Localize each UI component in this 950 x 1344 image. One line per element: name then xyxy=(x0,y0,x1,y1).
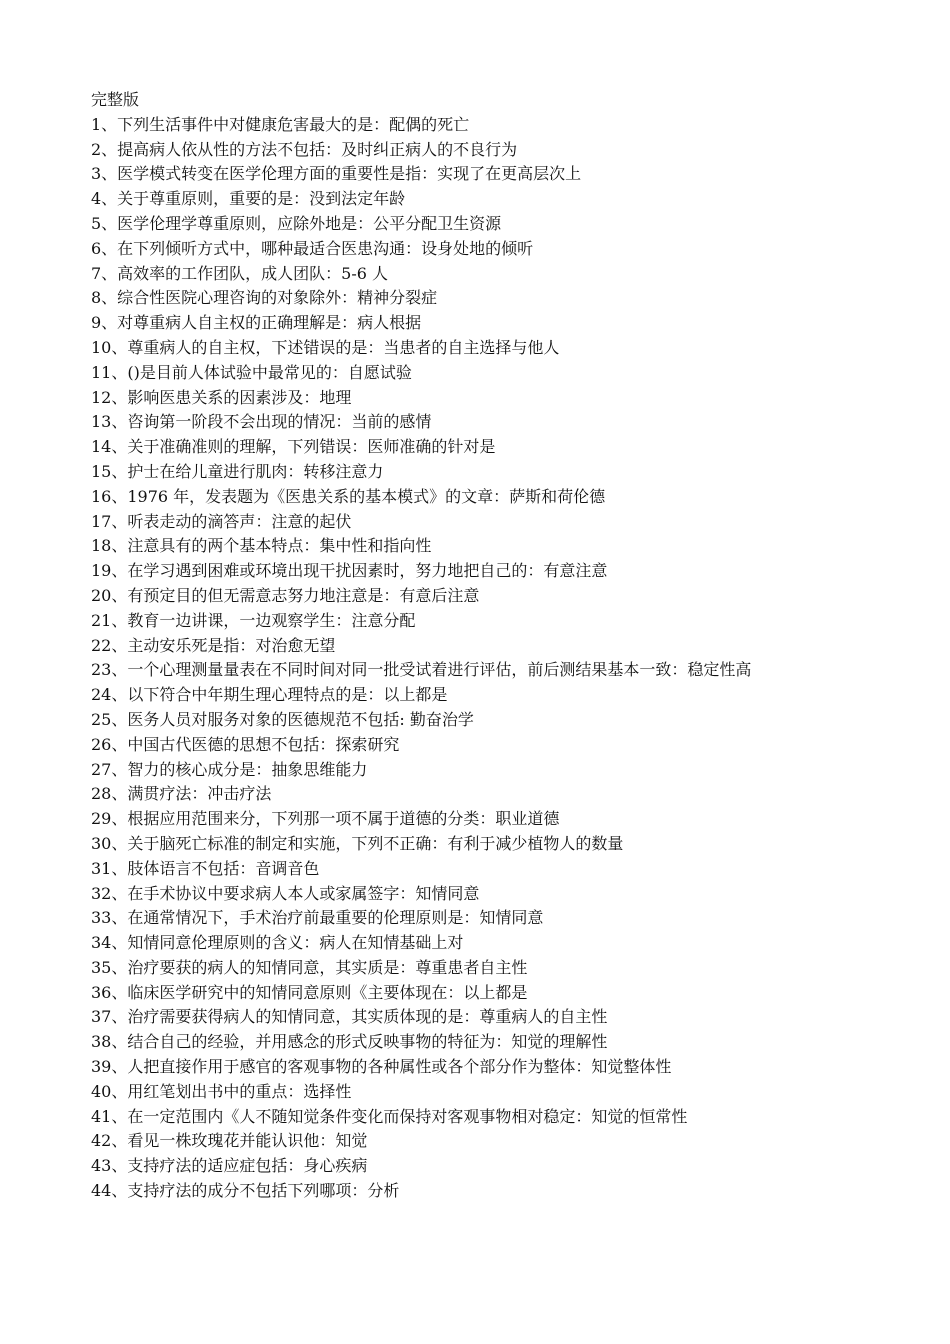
list-item: 16、1976 年，发表题为《医患关系的基本模式》的文章：萨斯和荷伦德 xyxy=(91,486,606,506)
list-item: 34、知情同意伦理原则的含义：病人在知情基础上对 xyxy=(91,933,464,953)
list-item: 18、注意具有的两个基本特点：集中性和指向性 xyxy=(91,536,432,556)
list-item: 22、主动安乐死是指：对治愈无望 xyxy=(91,635,336,655)
list-item: 2、提高病人依从性的方法不包括：及时纠正病人的不良行为 xyxy=(91,139,518,159)
list-item: 43、支持疗法的适应症包括：身心疾病 xyxy=(91,1156,368,1176)
document-title: 完整版 xyxy=(91,90,140,109)
list-item: 30、关于脑死亡标准的制定和实施，下列不正确：有利于减少植物人的数量 xyxy=(91,833,624,853)
list-item: 12、影响医患关系的因素涉及：地理 xyxy=(91,387,352,407)
list-item: 4、关于尊重原则，重要的是：没到法定年龄 xyxy=(91,189,406,209)
list-item: 36、临床医学研究中的知情同意原则《主要体现在：以上都是 xyxy=(91,982,528,1002)
list-item: 10、尊重病人的自主权，下述错误的是：当患者的自主选择与他人 xyxy=(91,337,560,357)
list-item: 14、关于准确准则的理解，下列错误：医师准确的针对是 xyxy=(91,437,496,457)
list-item: 11、()是目前人体试验中最常见的：自愿试验 xyxy=(91,362,412,382)
list-item: 23、一个心理测量量表在不同时间对同一批受试着进行评估，前后测结果基本一致：稳定性高 xyxy=(91,660,752,680)
list-item: 26、中国古代医德的思想不包括：探索研究 xyxy=(91,734,400,754)
list-item: 41、在一定范围内《人不随知觉条件变化而保持对客观事物相对稳定：知觉的恒常性 xyxy=(91,1106,688,1126)
list-item: 13、咨询第一阶段不会出现的情况：当前的感情 xyxy=(91,412,432,432)
list-item: 20、有预定目的但无需意志努力地注意是：有意后注意 xyxy=(91,585,480,605)
list-item: 33、在通常情况下，手术治疗前最重要的伦理原则是：知情同意 xyxy=(91,908,544,928)
list-item: 38、结合自己的经验，并用感念的形式反映事物的特征为：知觉的理解性 xyxy=(91,1032,608,1052)
list-item: 21、教育一边讲课，一边观察学生：注意分配 xyxy=(91,610,416,630)
list-item: 17、听表走动的滴答声：注意的起伏 xyxy=(91,511,352,531)
list-item: 27、智力的核心成分是：抽象思维能力 xyxy=(91,759,368,779)
list-item: 15、护士在给儿童进行肌肉：转移注意力 xyxy=(91,461,384,481)
list-item: 7、高效率的工作团队，成人团队：5-6 人 xyxy=(91,263,389,283)
list-item: 44、支持疗法的成分不包括下列哪项：分析 xyxy=(91,1181,400,1201)
list-item: 35、治疗要获的病人的知情同意，其实质是：尊重患者自主性 xyxy=(91,957,528,977)
list-item: 19、在学习遇到困难或环境出现干扰因素时，努力地把自己的：有意注意 xyxy=(91,561,608,581)
list-item: 39、人把直接作用于感官的客观事物的各种属性或各个部分作为整体：知觉整体性 xyxy=(91,1057,672,1077)
list-item: 42、看见一株玫瑰花并能认识他：知觉 xyxy=(91,1131,368,1151)
list-item: 31、肢体语言不包括：音调音色 xyxy=(91,858,320,878)
list-item: 3、医学模式转变在医学伦理方面的重要性是指：实现了在更高层次上 xyxy=(91,164,582,184)
list-item: 29、根据应用范围来分，下列那一项不属于道德的分类：职业道德 xyxy=(91,809,560,829)
list-item: 9、对尊重病人自主权的正确理解是：病人根据 xyxy=(91,313,422,333)
list-item: 32、在手术协议中要求病人本人或家属签字：知情同意 xyxy=(91,883,480,903)
list-item: 6、在下列倾听方式中，哪种最适合医患沟通：设身处地的倾听 xyxy=(91,238,534,258)
list-item: 24、以下符合中年期生理心理特点的是：以上都是 xyxy=(91,685,448,705)
question-answer-list xyxy=(91,113,871,1204)
document-page xyxy=(91,88,871,1204)
list-item: 8、综合性医院心理咨询的对象除外：精神分裂症 xyxy=(91,288,438,308)
list-item: 28、满贯疗法：冲击疗法 xyxy=(91,784,272,804)
list-item: 1、下列生活事件中对健康危害最大的是：配偶的死亡 xyxy=(91,114,470,134)
list-item: 40、用红笔划出书中的重点：选择性 xyxy=(91,1081,352,1101)
list-item: 5、医学伦理学尊重原则，应除外地是：公平分配卫生资源 xyxy=(91,213,502,233)
list-item: 37、治疗需要获得病人的知情同意，其实质体现的是：尊重病人的自主性 xyxy=(91,1007,608,1027)
list-item: 25、医务人员对服务对象的医德规范不包括: 勤奋治学 xyxy=(91,709,474,729)
